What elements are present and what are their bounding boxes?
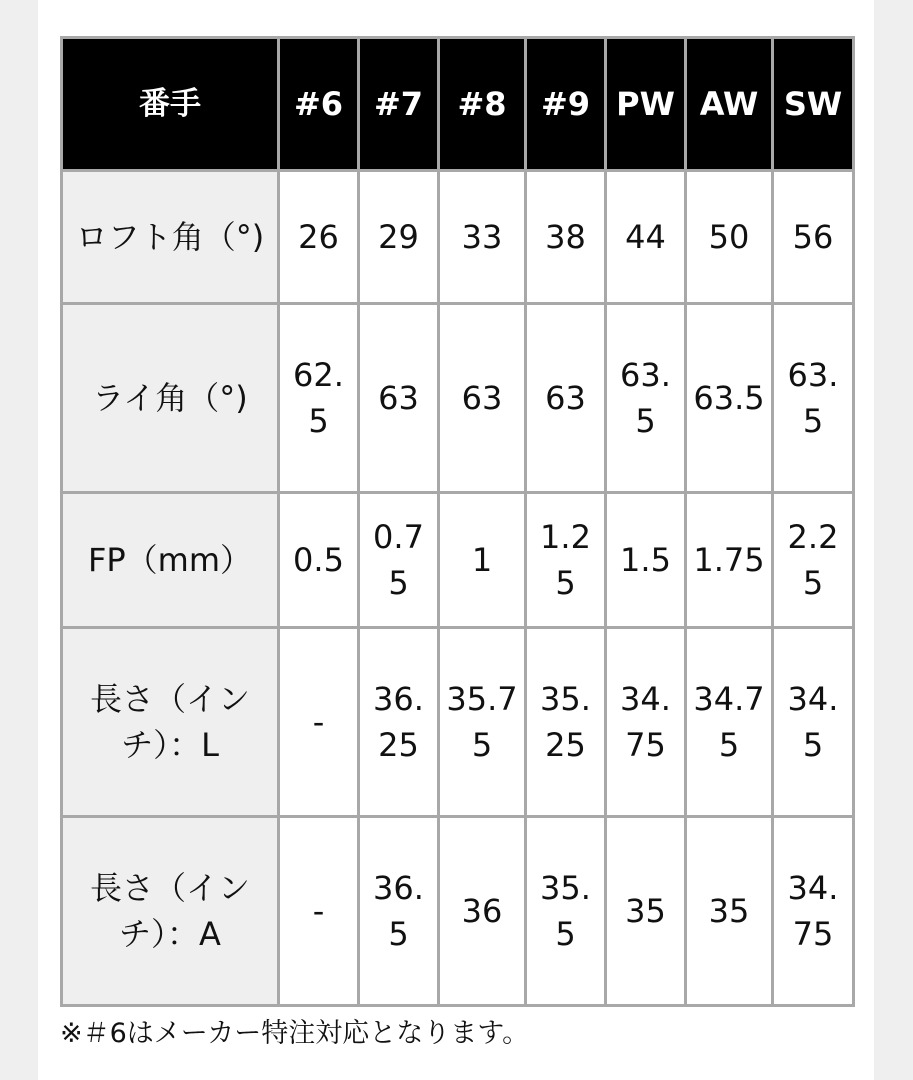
table-row-fp <box>62 493 854 628</box>
table-cell: 35.5 <box>526 817 606 1006</box>
table-cell: 0.5 <box>279 493 359 628</box>
table-cell: 50 <box>686 171 773 304</box>
header-col-6: #6 <box>279 38 359 171</box>
table-cell: 63.5 <box>686 304 773 493</box>
table-cell: 35 <box>686 817 773 1006</box>
table-cell: 26 <box>279 171 359 304</box>
table-cell: 56 <box>773 171 854 304</box>
table-cell: 29 <box>359 171 439 304</box>
table-cell: 0.75 <box>359 493 439 628</box>
content-card <box>38 0 874 1080</box>
row-label-loft: ロフト角（°) <box>62 171 279 304</box>
table-cell: - <box>279 628 359 817</box>
header-row <box>62 38 854 171</box>
table-cell: 35 <box>606 817 686 1006</box>
table-cell: 35.25 <box>526 628 606 817</box>
table-cell: 1.5 <box>606 493 686 628</box>
table-cell: 38 <box>526 171 606 304</box>
table-cell: 1 <box>439 493 526 628</box>
table-cell: 63 <box>439 304 526 493</box>
header-col-pw: PW <box>606 38 686 171</box>
header-col-sw: SW <box>773 38 854 171</box>
table-cell: 1.25 <box>526 493 606 628</box>
table-cell: 34.5 <box>773 628 854 817</box>
header-col-9: #9 <box>526 38 606 171</box>
table-cell: 63 <box>359 304 439 493</box>
header-label: 番手 <box>62 38 279 171</box>
table-cell: 62.5 <box>279 304 359 493</box>
table-cell: - <box>279 817 359 1006</box>
table-cell: 34.75 <box>773 817 854 1006</box>
header-col-8: #8 <box>439 38 526 171</box>
table-row-length-l <box>62 628 854 817</box>
table-cell: 63 <box>526 304 606 493</box>
table-row-lie <box>62 304 854 493</box>
club-spec-table <box>60 36 855 1007</box>
table-cell: 44 <box>606 171 686 304</box>
table-row-loft <box>62 171 854 304</box>
table-cell: 1.75 <box>686 493 773 628</box>
row-label-lie: ライ角（°) <box>62 304 279 493</box>
table-row-length-a <box>62 817 854 1006</box>
table-cell: 36.5 <box>359 817 439 1006</box>
table-cell: 35.75 <box>439 628 526 817</box>
table-cell: 34.75 <box>606 628 686 817</box>
table-cell: 33 <box>439 171 526 304</box>
table-cell: 34.75 <box>686 628 773 817</box>
table-cell: 36 <box>439 817 526 1006</box>
header-col-aw: AW <box>686 38 773 171</box>
row-label-length-l: 長さ（インチ）：L <box>62 628 279 817</box>
header-col-7: #7 <box>359 38 439 171</box>
table-cell: 63.5 <box>773 304 854 493</box>
table-cell: 63.5 <box>606 304 686 493</box>
table-cell: 36.25 <box>359 628 439 817</box>
row-label-fp: FP（mm） <box>62 493 279 628</box>
footnote: ※＃6はメーカー特注対応となります。 <box>60 1018 530 1049</box>
table-cell: 2.25 <box>773 493 854 628</box>
row-label-length-a: 長さ（インチ）：A <box>62 817 279 1006</box>
